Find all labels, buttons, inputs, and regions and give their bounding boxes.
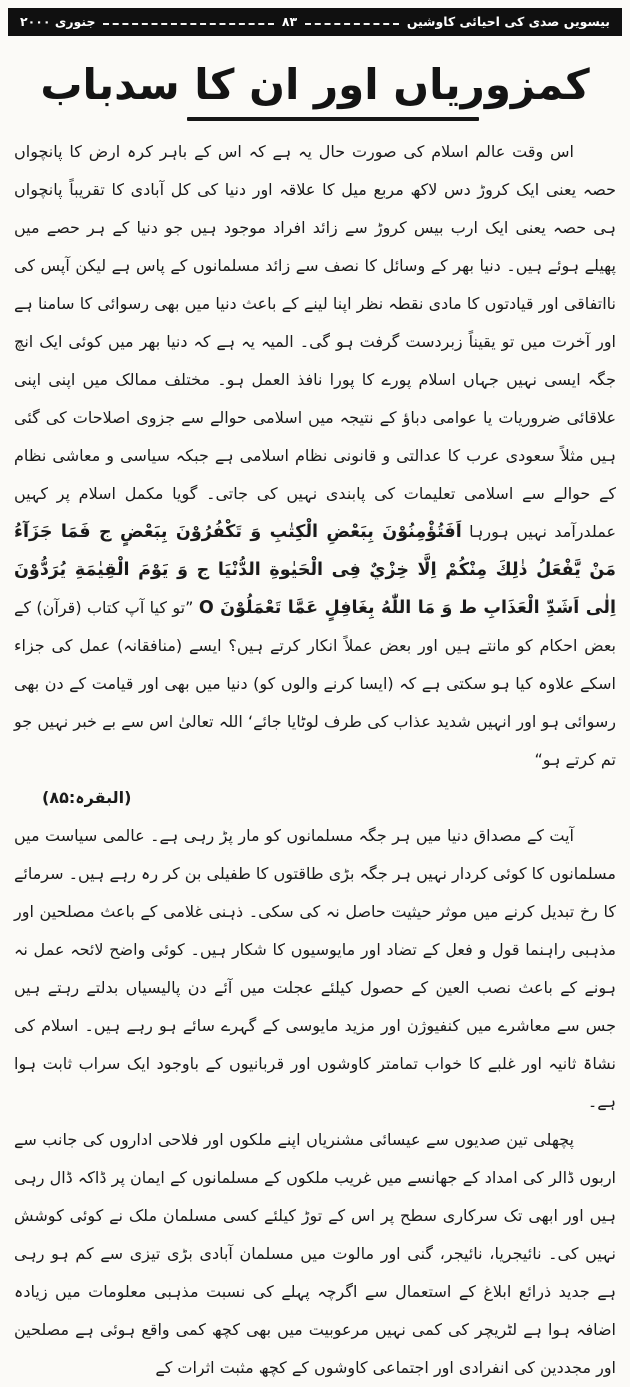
article-body: [8, 131, 622, 1387]
dashed-divider: [305, 23, 399, 25]
header-page-number: ۸۳: [281, 14, 298, 29]
paragraph-1: [14, 133, 616, 779]
quran-verse-arabic: اَفَتُؤْمِنُوْنَ بِبَعْضِ الْكِتٰبِ وَ تَكْفُرُوْنَ بِبَعْضٍ ج فَمَا جَزَآءُ مَنْ يَّفْعَلُ ذٰلِكَ مِنْكُمْ اِلَّا خِزْيٌ فِى الْحَيٰوةِ الدُّنْيَا ج وَ يَوْمَ الْقِيٰمَةِ يُرَدُّوْنَ اِلٰى اَشَدِّ الْعَذَابِ ط وَ مَا اللّٰهُ بِغَافِلٍ عَمَّا تَعْمَلُوْنَ O: [14, 521, 616, 618]
title-underline: [187, 117, 479, 121]
article-title: کمزوریاں اور ان کا سدباب: [40, 60, 590, 109]
quran-verse-translation: ”تو کیا آپ کتاب (قرآن) کے بعض احکام کو مانتے ہیں اور بعض عملاً انکار کرتے ہیں؟ ایسے (منافقانہ) عمل کی جزاء اسکے علاوہ کیا ہو سکتی ہے کہ (ایسا کرنے والوں کو) دنیا میں بھی اور قیامت کے دن بھی رسوائی ہو اور انہیں شدید عذاب کی طرف لوٹایا جائے‘ اللہ تعالیٰ اس سے بے خبر نہیں جو تم کرتے ہو“: [14, 597, 616, 769]
header-bar: [8, 8, 622, 36]
header-section-title: بیسویں صدی کی احیائی کاوشیں: [406, 14, 610, 29]
paragraph-1-text: اس وقت عالم اسلام کی صورت حال یہ ہے کہ اس کے باہر کرہ ارض کا پانچواں حصہ یعنی ایک کروڑ دس لاکھ مربع میل کا علاقہ اور دنیا کی کل آبادی کا تقریباً پانچواں ہی حصہ یعنی ایک ارب بیس کروڑ سے زائد افراد موجود ہیں جو دنیا کے ہر حصے میں پھیلے ہوئے ہیں۔ دنیا بھر کے وسائل کا نصف سے زائد مسلمانوں کے پاس ہے لیکن آپس کی نااتفاقی اور قیادتوں کا مادی نقطہ نظر اپنا لینے کے باعث دنیا میں بھی رسوائی کا سامنا ہے اور آخرت میں تو یقیناً زبردست گرفت ہو گی۔ المیہ یہ ہے کہ دنیا بھر میں کوئی ایک انچ جگہ ایسی نہیں جہاں اسلام پورے کا پورا نافذ العمل ہو۔ مختلف ممالک میں اپنی اپنی علاقائی ضروریات یا عوامی دباؤ کے نتیجہ میں اسلامی حوالے سے جزوی اصلاحات کی گئی ہیں مثلاً سعودی عرب کا عدالتی و قانونی نظام اسلامی ہے جبکہ سیاسی و معاشی نظام کے حوالے سے اسلامی تعلیمات کی پابندی نہیں کی جاتی۔ گویا مکمل اسلام پر کہیں عملدرآمد نہیں ہورہا: [14, 141, 617, 541]
dashed-divider: [103, 23, 273, 25]
paragraph-3: پچھلی تین صدیوں سے عیسائی مشنریاں اپنے ملکوں اور فلاحی اداروں کی جانب سے اربوں ڈالر کی امداد کے جھانسے میں غریب ملکوں کے مسلمانوں کے ایمان پر ڈاکہ ڈال رہی ہیں اور ابھی تک سرکاری سطح پر اس کے توڑ کیلئے کسی مسلمان ملک نے کوئی کوشش نہیں کی۔ نائیجریا، نائیجر، گنی اور مالوت میں مسلمان آبادی بڑی تیزی سے کم ہو رہی ہے جدید ذرائع ابلاغ کے استعمال سے اگرچہ پہلے کی نسبت مذہبی معلومات میں زیادہ اضافہ ہوا ہے لٹریچر کی کمی نہیں مرعوبیت میں بھی کچھ کمی واقع ہوئی ہے مصلحین اور مجددین کی انفرادی اور اجتماعی کاوشوں کے کچھ مثبت اثرات کے: [14, 1129, 616, 1377]
paragraph-2: آیت کے مصداق دنیا میں ہر جگہ مسلمانوں کو مار پڑ رہی ہے۔ عالمی سیاست میں مسلمانوں کا کوئی کردار نہیں ہر جگہ بڑی طاقتوں کا طفیلی بن کر رہ رہے ہیں۔ سرمائے کا رخ تبدیل کرنے میں موثر حیثیت حاصل نہ کی سکی۔ ذہنی غلامی کے باعث مصلحین اور مذہبی راہنما قول و فعل کے تضاد اور مایوسیوں کا شکار ہیں۔ کوئی واضح لائحہ عمل نہ ہونے کے باعث نصب العین کے حصول کیلئے عجلت میں آئے دن پالیسیاں بدلتے رہتے ہیں جس سے معاشرے میں کنفیوژن اور مزید مایوسی کے گہرے سائے ہو رہے ہیں۔ اسلام کی نشاۃ ثانیہ اور غلبے کا خواب تمامتر کاوشوں اور قربانیوں کے باوجود ایک سراب ثابت ہوا ہے۔: [14, 825, 616, 1111]
title-block: [8, 58, 622, 121]
verse-reference: (البقرہ:۸۵): [42, 787, 132, 807]
header-issue-date: جنوری ۲۰۰۰: [20, 14, 96, 29]
